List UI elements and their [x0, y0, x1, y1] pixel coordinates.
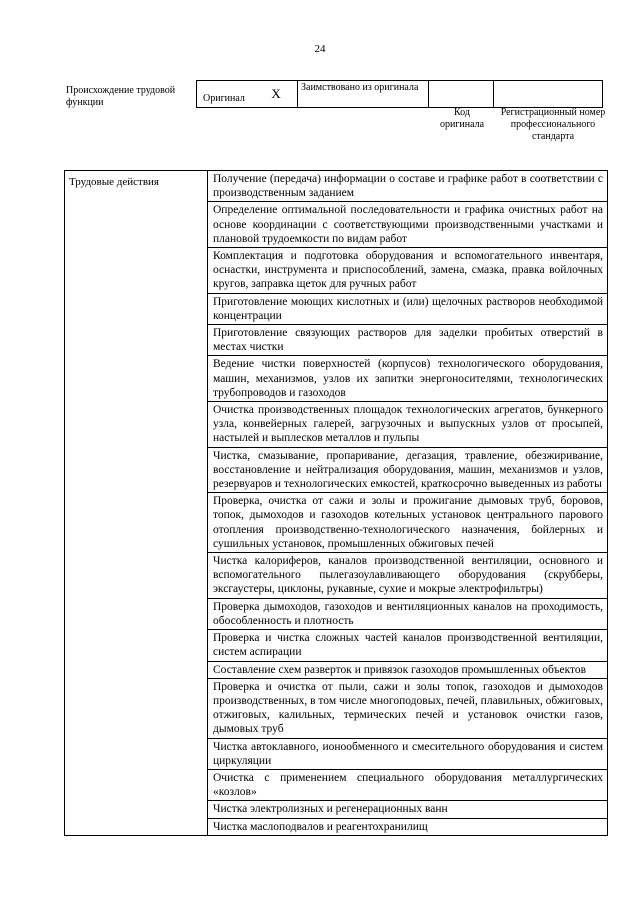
labor-action-item: Определение оптимальной последовательности и графика очистных работ на основе координации с соответствующими производственными участками и плановой трудоемкости по видам работ [208, 202, 608, 248]
origin-table [196, 80, 603, 108]
labor-actions-table [64, 170, 608, 836]
labor-action-item: Приготовление связующих растворов для заделки пробитых отверстий в местах чистки [208, 325, 608, 356]
origin-label: Происхождение трудовой функции [66, 85, 176, 108]
origin-borrowed-cell [298, 81, 429, 108]
code-caption: Код оригинала [439, 107, 485, 130]
labor-action-item: Чистка, смазывание, пропаривание, дегазация, травление, обезжиривание, восстановление и нейтрализация оборудования, машин, механизмов и узлов, резервуаров и технологических емкостей, краткосрочно выведенных из работы [208, 447, 608, 493]
origin-reg-number-cell [494, 81, 603, 108]
origin-original-mark: X [271, 86, 281, 101]
labor-action-item: Проверка и чистка сложных частей каналов производственной вентиляции, систем аспирации [208, 630, 608, 661]
labor-action-item: Проверка, очистка от сажи и золы и прожигание дымовых труб, боровов, топок, дымоходов и газоходов котельных установок центрального парового отопления производственно-технологического назначения, бойлерных и сушильных установок, промышленных обжиговых печей [208, 493, 608, 553]
labor-action-item: Чистка автоклавного, ионообменного и смесительного оборудования и систем циркуляции [208, 738, 608, 769]
labor-action-item: Проверка и очистка от пыли, сажи и золы топок, газоходов и дымоходов производственных, в том числе многоподовых, печей, плавильных, обжиговых, отжиговых, калильных, термических печей и установок очистки газов, дымовых труб [208, 678, 608, 738]
labor-action-item: Очистка с применением специального оборудования металлургических «козлов» [208, 769, 608, 800]
labor-action-item: Комплектация и подготовка оборудования и вспомогательного инвентаря, оснастки, инструмента и приспособлений, замена, смазка, правка войлочных кругов, заправка щеток для ручных работ [208, 248, 608, 294]
labor-action-item: Чистка электролизных и регенерационных ванн [208, 801, 608, 818]
origin-borrowed-label: Заимствовано из оригинала [301, 82, 419, 93]
labor-action-item: Чистка маслоподвалов и реагентохранилищ [208, 818, 608, 835]
page-number: 24 [314, 43, 326, 55]
origin-code-cell [429, 81, 494, 108]
labor-actions-label: Трудовые действия [65, 171, 208, 836]
table-row [65, 171, 608, 202]
labor-action-item: Очистка производственных площадок технологических агрегатов, бункерного узла, конвейерных галерей, загрузочных и выпускных узлов от просыпей, настылей и выплесков металлов и пульпы [208, 402, 608, 448]
labor-action-item: Составление схем разверток и привязок газоходов промышленных объектов [208, 661, 608, 678]
reg-number-caption: Регистрационный номер профессионального стандарта [500, 107, 606, 142]
labor-action-item: Получение (передача) информации о составе и графике работ в соответствии с производственным заданием [208, 171, 608, 202]
labor-action-item: Чистка калориферов, каналов производственной вентиляции, основного и вспомогательного пылегазоулавливающего оборудования (скрубберы, эксгаустеры, циклоны, рукавные, сухие и мокрые электрофильтры) [208, 553, 608, 599]
origin-original-label: Оригинал [203, 93, 245, 104]
labor-action-item: Проверка дымоходов, газоходов и вентиляционных каналов на проходимость, обособленность и плотность [208, 598, 608, 629]
origin-original-cell [197, 81, 298, 108]
labor-action-item: Приготовление моющих кислотных и (или) щелочных растворов необходимой концентрации [208, 293, 608, 324]
labor-action-item: Ведение чистки поверхностей (корпусов) технологического оборудования, машин, механизмов, узлов их запитки энергоносителями, технологических трубопроводов и газоходов [208, 356, 608, 402]
